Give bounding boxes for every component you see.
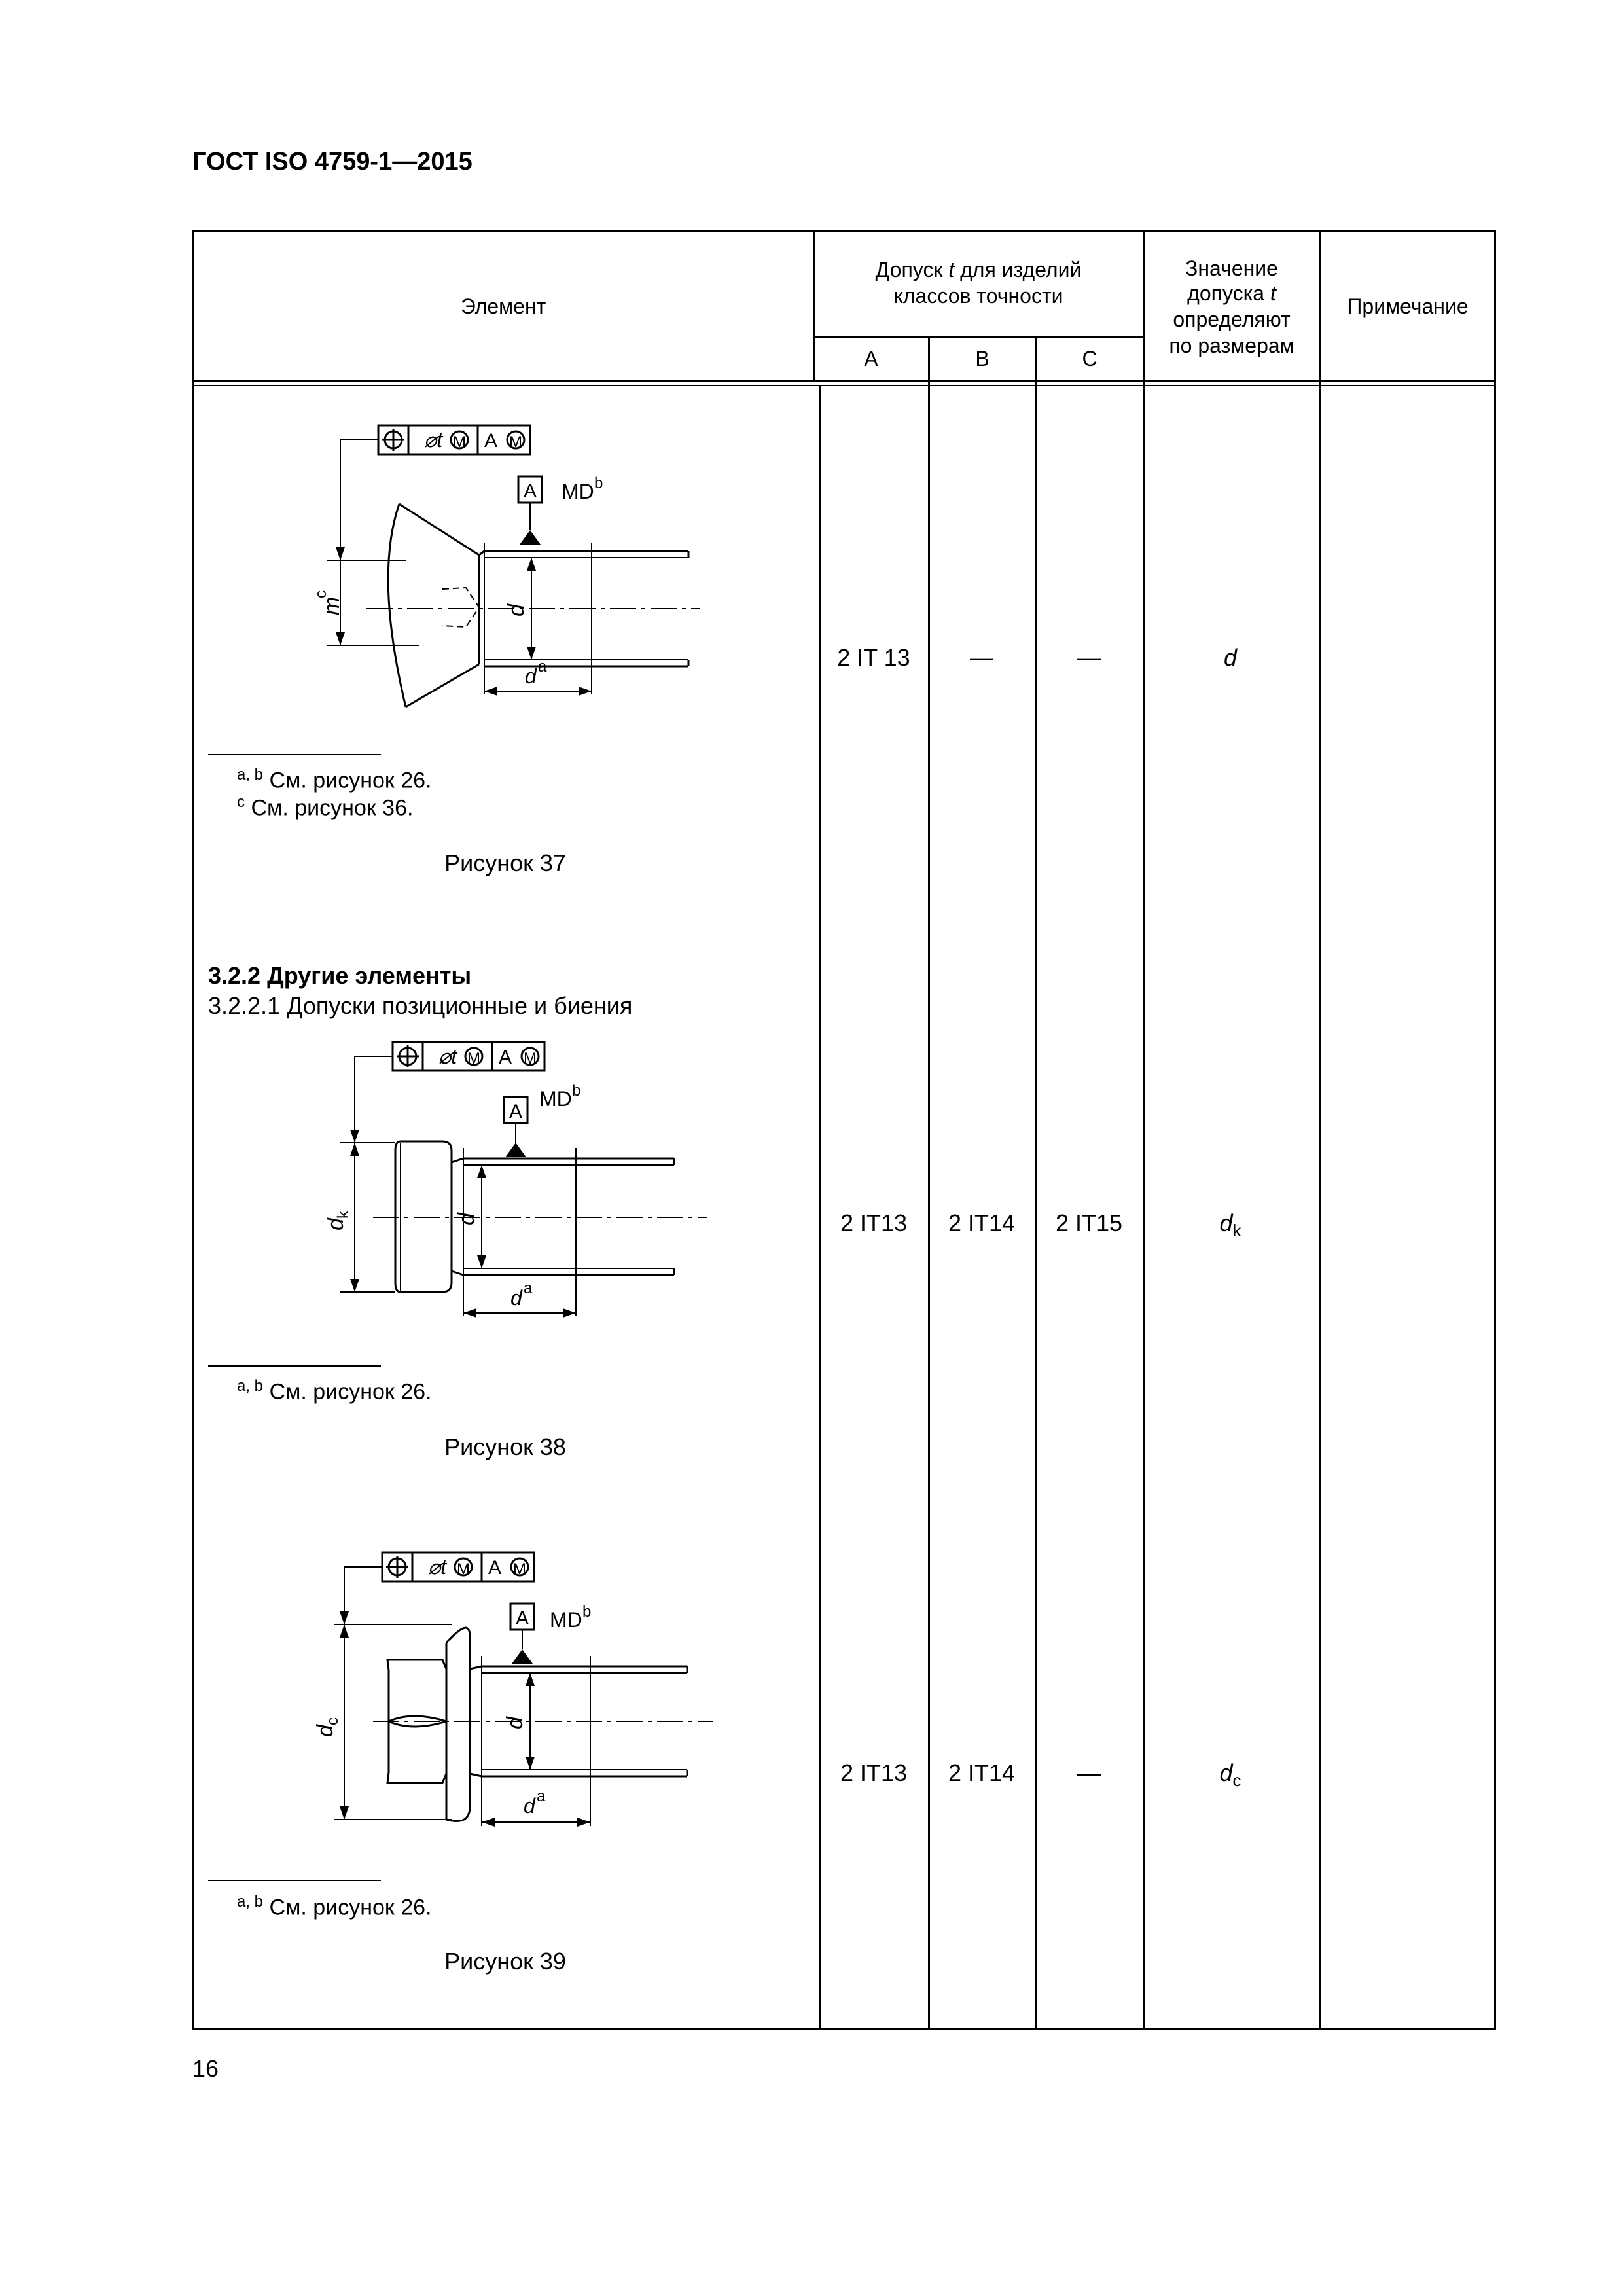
header-value-line4: по размерам	[1169, 334, 1294, 357]
svg-text:d: d	[525, 664, 537, 688]
svg-text:A: A	[509, 1101, 523, 1122]
figure-39-caption: Рисунок 39	[444, 1948, 566, 1975]
svg-text:a: a	[538, 658, 547, 675]
figure-39-footnote-1: $^{a, b}$ См. рисунок 26.	[237, 1893, 432, 1920]
svg-text:d: d	[504, 604, 529, 617]
svg-text:a: a	[537, 1787, 546, 1805]
svg-text:c: c	[324, 1717, 342, 1725]
svg-text:A: A	[524, 480, 537, 502]
svg-text:k: k	[334, 1211, 352, 1219]
figure-38-footnote-1: $^{a, b}$ См. рисунок 26.	[237, 1377, 432, 1405]
row1-dimension: d	[1223, 644, 1238, 671]
svg-text:d: d	[524, 1794, 535, 1818]
row3-class-c: —	[1077, 1759, 1101, 1786]
row3-class-b: 2 IT14	[948, 1759, 1016, 1786]
svg-text:⌀t: ⌀t	[424, 428, 443, 452]
svg-text:b: b	[572, 1082, 581, 1100]
row3-dimension: $d_c$	[1219, 1759, 1241, 1791]
header-element: Элемент	[460, 295, 546, 318]
section-heading: 3.2.2 Другие элементы	[208, 962, 472, 989]
figure-37-footnote-1: $^{a, b}$ См. рисунок 26.	[237, 766, 432, 793]
row1-class-a: 2 IT 13	[837, 644, 910, 671]
header-value-line3: определяют	[1173, 308, 1291, 331]
row3-class-a: 2 IT13	[840, 1759, 908, 1786]
svg-text:d: d	[454, 1213, 479, 1225]
figure-37-drawing	[288, 412, 720, 717]
document-header: ГОСТ ISO 4759-1—2015	[192, 148, 473, 175]
svg-text:M: M	[467, 1050, 480, 1067]
svg-text:MD: MD	[562, 480, 594, 503]
svg-text:MD: MD	[539, 1087, 572, 1111]
row2-class-a: 2 IT13	[840, 1210, 908, 1236]
header-class-b: B	[975, 347, 990, 370]
header-class-c: C	[1082, 347, 1097, 370]
header-tolerance-line2: классов точности	[893, 284, 1063, 308]
figure-38-drawing	[314, 1034, 733, 1338]
svg-text:c: c	[312, 590, 330, 598]
svg-text:A: A	[484, 430, 498, 452]
svg-text:⌀t: ⌀t	[438, 1045, 457, 1068]
figure-37-footnote-2: $^c$ См. рисунок 36.	[237, 793, 414, 821]
figure-39-drawing	[308, 1545, 740, 1849]
svg-text:M: M	[509, 433, 522, 451]
section-subheading: 3.2.2.1 Допуски позиционные и биения	[208, 992, 633, 1019]
svg-text:M: M	[453, 433, 466, 451]
svg-text:M: M	[513, 1560, 526, 1578]
row1-class-b: —	[970, 644, 993, 671]
svg-text:m: m	[319, 596, 344, 615]
svg-text:b: b	[594, 475, 603, 492]
svg-text:A: A	[488, 1557, 502, 1579]
page-number: 16	[192, 2055, 219, 2082]
svg-text:a: a	[524, 1280, 533, 1297]
svg-text:A: A	[516, 1607, 529, 1629]
figure-38-caption: Рисунок 38	[444, 1433, 566, 1460]
row2-class-b: 2 IT14	[948, 1210, 1016, 1236]
header-value-line1: Значение	[1185, 257, 1278, 280]
header-note: Примечание	[1347, 295, 1469, 318]
svg-text:MD: MD	[550, 1608, 582, 1632]
row2-class-c: 2 IT15	[1055, 1210, 1123, 1236]
svg-text:d: d	[510, 1286, 522, 1310]
row2-dimension: $d_k$	[1219, 1210, 1241, 1241]
header-tolerance-line1: Допуск t для изделий	[875, 258, 1082, 281]
svg-text:b: b	[582, 1603, 592, 1621]
svg-text:d: d	[313, 1725, 338, 1737]
svg-text:d: d	[323, 1218, 348, 1230]
row1-class-c: —	[1077, 644, 1101, 671]
header-class-a: A	[864, 347, 878, 370]
svg-text:M: M	[457, 1560, 470, 1578]
svg-text:M: M	[524, 1050, 537, 1067]
svg-text:⌀t: ⌀t	[428, 1555, 447, 1579]
svg-text:A: A	[499, 1047, 512, 1068]
svg-text:d: d	[503, 1717, 527, 1729]
figure-37-caption: Рисунок 37	[444, 850, 566, 876]
header-value-line2: допуска t	[1187, 281, 1276, 305]
